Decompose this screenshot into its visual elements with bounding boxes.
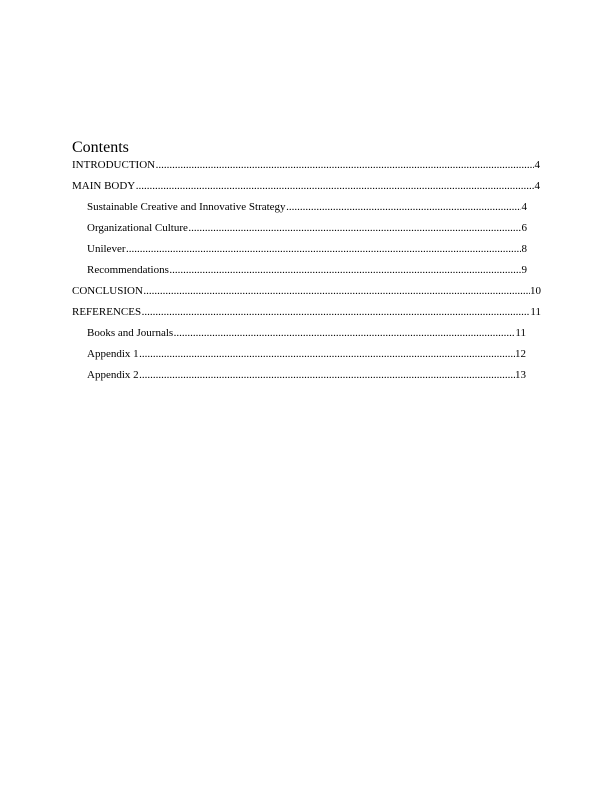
toc-entry-text: Books and Journals bbox=[87, 327, 174, 339]
toc-dot-leader bbox=[139, 368, 514, 382]
toc-page-number: 12 bbox=[515, 348, 526, 360]
toc-entry[interactable] bbox=[87, 263, 527, 277]
toc-title: Contents bbox=[72, 139, 129, 156]
toc-entry-text: MAIN BODY bbox=[72, 180, 136, 192]
toc-page-number: 4 bbox=[521, 201, 527, 213]
toc-entry-text: CONCLUSION bbox=[72, 285, 143, 297]
toc-entry[interactable] bbox=[87, 326, 526, 340]
toc-page-number: 11 bbox=[530, 306, 541, 318]
toc-entry[interactable] bbox=[72, 284, 541, 298]
toc-entry-text: Recommendations bbox=[87, 264, 169, 276]
toc-dot-leader bbox=[142, 305, 530, 319]
toc-entry-text: Unilever bbox=[87, 243, 126, 255]
toc-entry[interactable] bbox=[72, 305, 541, 319]
toc-entry[interactable] bbox=[72, 179, 540, 193]
toc-page-number: 10 bbox=[530, 285, 541, 297]
toc-dot-leader bbox=[126, 242, 521, 256]
toc-entry[interactable] bbox=[87, 242, 527, 256]
toc-page-number: 13 bbox=[515, 369, 526, 381]
toc-entry[interactable] bbox=[87, 221, 527, 235]
toc-page-number: 11 bbox=[515, 327, 526, 339]
toc-dot-leader bbox=[143, 284, 529, 298]
toc-entry-text: INTRODUCTION bbox=[72, 159, 156, 171]
toc-dot-leader bbox=[136, 179, 534, 193]
toc-dot-leader bbox=[188, 221, 521, 235]
toc-entry[interactable] bbox=[87, 368, 526, 382]
toc-entry-text: Appendix 1 bbox=[87, 348, 139, 360]
toc-dot-leader bbox=[156, 158, 534, 172]
toc-page-number: 9 bbox=[521, 264, 527, 276]
toc-page-number: 6 bbox=[521, 222, 527, 234]
toc-entry[interactable] bbox=[72, 158, 540, 172]
toc-entry-text: Organizational Culture bbox=[87, 222, 188, 234]
toc-page-number: 4 bbox=[534, 180, 540, 192]
toc-entry[interactable] bbox=[87, 200, 527, 214]
toc-dot-leader bbox=[139, 347, 514, 361]
toc-dot-leader bbox=[169, 263, 521, 277]
toc-entry[interactable] bbox=[87, 347, 526, 361]
toc-entry-text: Sustainable Creative and Innovative Strategy bbox=[87, 201, 286, 213]
toc-dot-leader bbox=[286, 200, 521, 214]
toc-page-number: 4 bbox=[534, 159, 540, 171]
toc-dot-leader bbox=[174, 326, 515, 340]
toc-entry-text: Appendix 2 bbox=[87, 369, 139, 381]
toc-page-number: 8 bbox=[521, 243, 527, 255]
toc-entry-text: REFERENCES bbox=[72, 306, 142, 318]
